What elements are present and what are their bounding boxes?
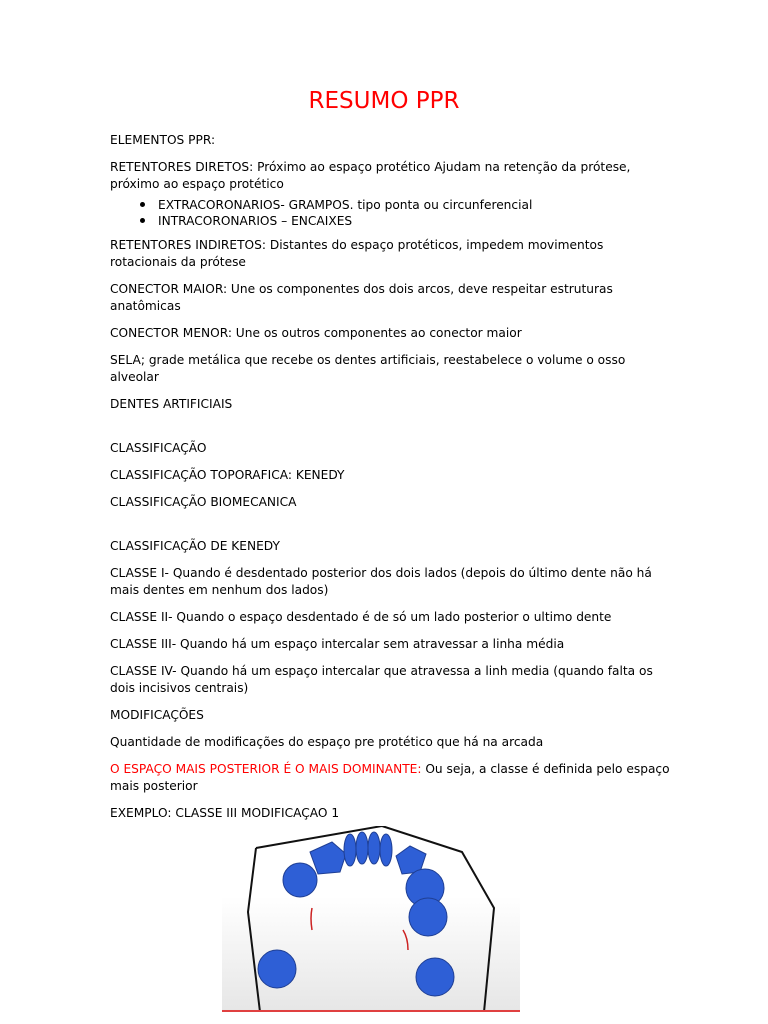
blank-line bbox=[110, 423, 670, 440]
espaco-dominante-rest: Ou seja, a classe é definida pelo espaço mais posterior bbox=[110, 762, 670, 793]
document-title: RESUMO PPR bbox=[308, 88, 460, 114]
tooth-ellipse bbox=[356, 832, 368, 864]
exemplo-paragraph: EXEMPLO: CLASSE III MODIFICAÇAO 1 bbox=[110, 806, 340, 820]
retentores-indiretos-paragraph: RETENTORES INDIRETOS: Distantes do espaço protéticos, impedem movimentos rotacionais da prótese bbox=[110, 238, 604, 269]
retentores-bullet-list bbox=[110, 197, 670, 229]
espaco-dominante-paragraph bbox=[110, 761, 670, 795]
classe-1-paragraph: CLASSE I- Quando é desdentado posterior dos dois lados (depois do último dente não há mais dentes em nenhum dos lados) bbox=[110, 566, 652, 597]
modificacoes-heading: MODIFICAÇÕES bbox=[110, 708, 204, 722]
tooth-ellipse bbox=[344, 834, 356, 866]
classe-2-paragraph: CLASSE II- Quando o espaço desdentado é de só um lado posterior o ultimo dente bbox=[110, 610, 612, 624]
conector-maior-paragraph: CONECTOR MAIOR: Une os componentes dos dois arcos, deve respeitar estruturas anatômicas bbox=[110, 282, 613, 313]
document-body bbox=[110, 132, 670, 832]
retentores-diretos-paragraph: RETENTORES DIRETOS: Próximo ao espaço protético Ajudam na retenção da prótese, próximo ao espaço protético bbox=[110, 160, 631, 191]
tooth-circle bbox=[283, 863, 317, 897]
classificacao-heading: CLASSIFICAÇÃO bbox=[110, 441, 207, 455]
dental-arch-figure bbox=[222, 826, 520, 1012]
classificacao-biomecanica-paragraph: CLASSIFICAÇÃO BIOMECANICA bbox=[110, 495, 297, 509]
blank-line bbox=[110, 521, 670, 538]
classificacao-topografica-paragraph: CLASSIFICAÇÃO TOPORAFICA: KENEDY bbox=[110, 468, 345, 482]
bullet-item: INTRACORONARIOS – ENCAIXES bbox=[140, 213, 670, 229]
espaco-dominante-highlight: O ESPAÇO MAIS POSTERIOR É O MAIS DOMINANTE: bbox=[110, 762, 422, 776]
bullet-item: EXTRACORONARIOS- GRAMPOS. tipo ponta ou circunferencial bbox=[140, 197, 670, 213]
tooth-ellipse bbox=[380, 834, 392, 866]
sela-paragraph: SELA; grade metálica que recebe os dentes artificiais, reestabelece o volume o osso alveolar bbox=[110, 353, 626, 384]
dentes-artificiais-paragraph: DENTES ARTIFICIAIS bbox=[110, 397, 233, 411]
classe-4-paragraph: CLASSE IV- Quando há um espaço intercalar que atravessa a linh media (quando falta os dois incisivos centrais) bbox=[110, 664, 653, 695]
classe-3-paragraph: CLASSE III- Quando há um espaço intercalar sem atravessar a linha média bbox=[110, 637, 565, 651]
tooth-circle bbox=[409, 898, 447, 936]
tooth-circle bbox=[416, 958, 454, 996]
elementos-heading: ELEMENTOS PPR: bbox=[110, 133, 216, 147]
conector-menor-paragraph: CONECTOR MENOR: Une os outros componentes ao conector maior bbox=[110, 326, 522, 340]
tooth-ellipse bbox=[368, 832, 380, 864]
classificacao-kenedy-heading: CLASSIFICAÇÃO DE KENEDY bbox=[110, 539, 280, 553]
tooth-circle bbox=[258, 950, 296, 988]
quantidade-paragraph: Quantidade de modificações do espaço pre protético que há na arcada bbox=[110, 735, 544, 749]
